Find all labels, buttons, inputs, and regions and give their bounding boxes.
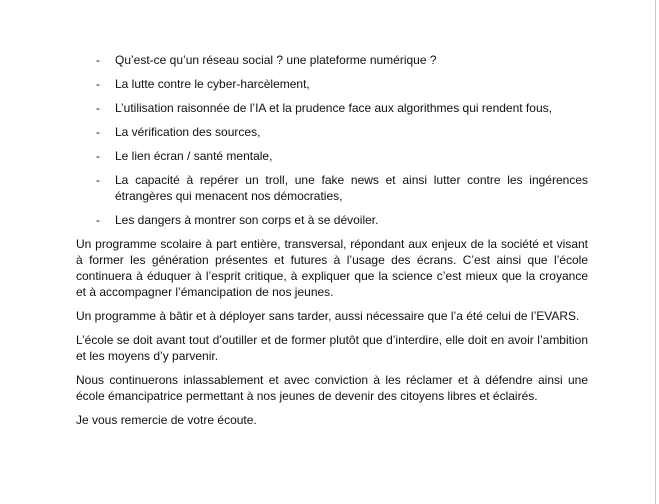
list-item-text: Le lien écran / santé mentale,: [115, 149, 273, 163]
bullet-dash: -: [96, 125, 100, 139]
list-item: [76, 124, 588, 140]
bullet-dash: -: [96, 77, 100, 91]
list-item: [76, 76, 588, 92]
list-item: [76, 212, 588, 228]
list-item-text: Qu’est-ce qu’un réseau social ? une plateforme numérique ?: [115, 53, 437, 67]
paragraph: Nous continuerons inlassablement et avec conviction à les réclamer et à défendre ainsi une école émancipatrice permettant à nos jeunes de devenir des citoyens libres et éclairés.: [76, 373, 588, 403]
paragraph: Un programme à bâtir et à déployer sans tarder, aussi nécessaire que l’a été celui de l’EVARS.: [76, 309, 580, 323]
paragraph: Je vous remercie de votre écoute.: [76, 413, 257, 427]
list-item: [76, 52, 588, 68]
bullet-list: [76, 52, 588, 228]
list-item-text: La capacité à repérer un troll, une fake news et ainsi lutter contre les ingérences étrangères qui menacent nos démocraties,: [115, 173, 588, 203]
document-page: [76, 52, 588, 436]
bullet-dash: -: [96, 213, 100, 227]
list-item: [76, 148, 588, 164]
list-item-text: Les dangers à montrer son corps et à se dévoiler.: [115, 213, 379, 227]
paragraph: Un programme scolaire à part entière, transversal, répondant aux enjeux de la société et visant à former les génération présentes et futures à l’usage des écrans. C’est ainsi que l’école continuera à éduquer à l’esprit critique, à expliquer que la science c’est mieux que la croyance et à accompagner l’émancipation de nos jeunes.: [76, 237, 588, 299]
list-item-text: La vérification des sources,: [115, 125, 261, 139]
bullet-dash: -: [96, 101, 100, 115]
bullet-dash: -: [96, 149, 100, 163]
list-item: [76, 172, 588, 204]
bullet-dash: -: [96, 173, 100, 187]
page-edge: [655, 0, 656, 504]
list-item-text: La lutte contre le cyber-harcèlement,: [115, 77, 310, 91]
list-item: [76, 100, 588, 116]
bullet-dash: -: [96, 53, 100, 67]
list-item-text: L’utilisation raisonnée de l’IA et la prudence face aux algorithmes qui rendent fous,: [115, 101, 552, 115]
paragraph: L’école se doit avant tout d’outiller et de former plutôt que d’interdire, elle doit en avoir l’ambition et les moyens d’y parvenir.: [76, 333, 588, 363]
